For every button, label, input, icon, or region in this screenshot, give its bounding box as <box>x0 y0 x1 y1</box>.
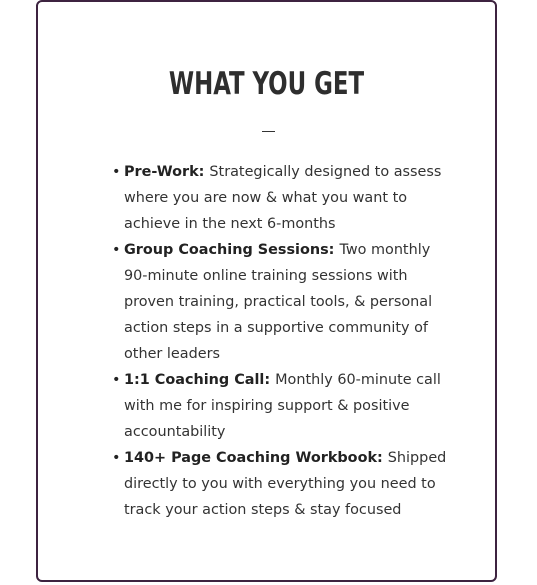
benefit-label: 1:1 Coaching Call: <box>124 372 276 388</box>
bullet-icon: • <box>112 450 121 466</box>
benefits-list <box>112 159 452 523</box>
benefit-item-group-coaching <box>112 237 452 367</box>
title-divider <box>262 131 275 132</box>
benefit-item-coaching-call <box>112 367 452 445</box>
benefit-description: Two monthly 90-minute online training sessions with proven training, practical tools, & personal action steps in a supportive community of other leaders <box>124 242 433 362</box>
benefit-description: Shipped directly to you with everything you need to track your action steps & stay focused <box>124 450 447 518</box>
benefit-description: Strategically designed to assess where you are now & what you want to achieve in the next 6-months <box>124 164 442 232</box>
section-title: WHAT YOU GET <box>168 66 365 102</box>
benefit-label: Pre-Work: <box>124 164 210 180</box>
bullet-icon: • <box>112 242 121 258</box>
bullet-icon: • <box>112 164 121 180</box>
benefit-label: Group Coaching Sessions: <box>124 242 340 258</box>
benefit-item-prework <box>112 159 452 237</box>
what-you-get-card <box>36 0 497 582</box>
bullet-icon: • <box>112 372 121 388</box>
benefit-description: Monthly 60-minute call with me for inspiring support & positive accountability <box>124 372 441 440</box>
benefit-label: 140+ Page Coaching Workbook: <box>124 450 388 466</box>
benefit-item-workbook <box>112 445 452 523</box>
